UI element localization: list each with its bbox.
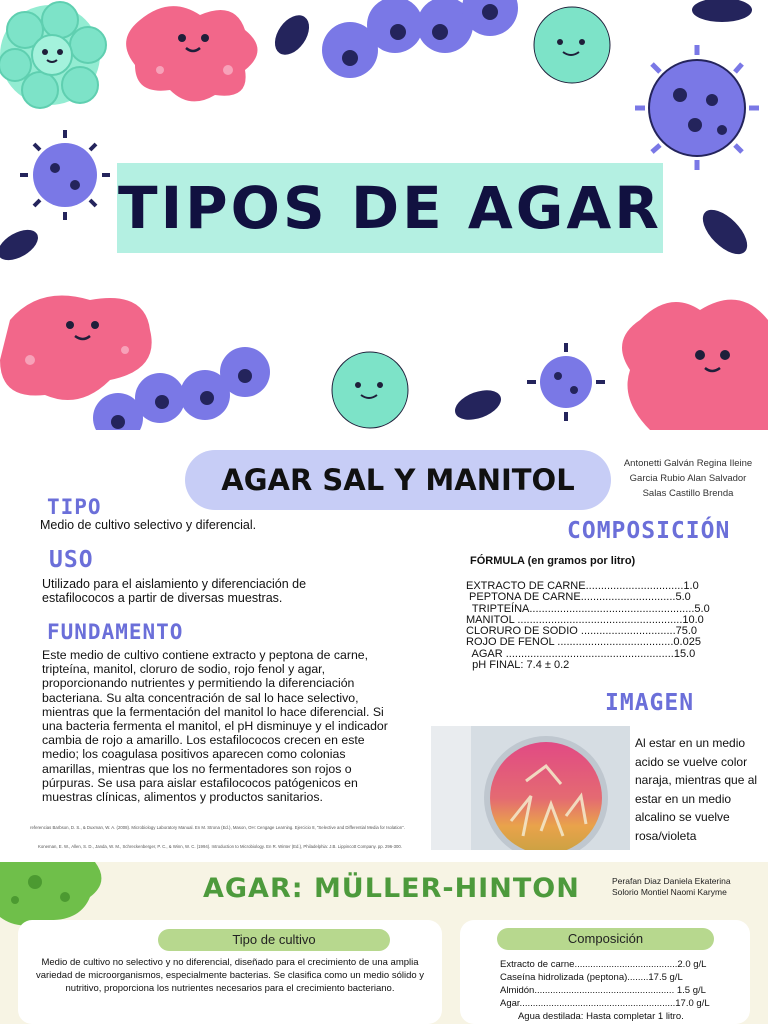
fundamento-heading: FUNDAMENTO: [47, 620, 184, 644]
composicion-heading: COMPOSICIÓN: [567, 518, 731, 544]
author-name: Garcia Rubio Alan Salvador: [629, 473, 747, 484]
uso-heading: USO: [49, 547, 94, 573]
formula-line: AGAR .......................................................15.0: [466, 647, 696, 660]
tipo-cultivo-label: Tipo de cultivo: [158, 929, 390, 951]
composicion-line: Caseína hidrolizada (peptona)........17.5 g/L: [500, 972, 683, 983]
formula-line: TRIPTEÍNA......................................................5.0: [466, 602, 710, 615]
reference-2: Koneman, E. W., Allen, S. D., Janda, W. M., Schreckenberger, P. C., & Winn, W. C. (1994). Introduction to Microbiology. En R. Winter (Ed.), Philadelphia: J.B. Lippincott Company. pp. 296-300.: [38, 844, 402, 849]
muller-title: AGAR: MÜLLER-HINTON: [203, 873, 580, 904]
tipo-heading: TIPO: [47, 495, 102, 519]
composicion-list: [500, 958, 745, 1023]
teal-spiky-microbe-icon: [534, 7, 610, 83]
author-name: Antonetti Galván Regina Ileine: [623, 458, 753, 469]
uso-text: Utilizado para el aislamiento y diferenciación de estafilococos a partir de diversas muestras.: [42, 577, 307, 606]
composicion-line: Almidón..................................................... 1.5 g/L: [500, 985, 706, 996]
navy-bacillus-icon: [268, 9, 316, 61]
author-name: Salas Castillo Brenda: [642, 488, 734, 499]
navy-bacillus-icon: [451, 385, 505, 426]
author-name: Solorio Montiel Naomi Karyme: [612, 887, 727, 897]
purple-virus-microbe-icon: [20, 130, 110, 220]
formula-line: MANITOL ......................................................10.0: [466, 613, 704, 626]
formula-line: CLORURO DE SODIO ...............................75.0: [466, 625, 698, 638]
page-title: TIPOS DE AGAR: [118, 174, 662, 242]
teal-cluster-microbe-icon: [0, 2, 106, 108]
navy-bacillus-icon: [0, 224, 43, 267]
agar-sal-title-pill: [185, 450, 611, 510]
navy-bacillus-icon: [692, 0, 752, 22]
navy-bacillus-icon: [695, 202, 754, 261]
formula-line: pH FINAL: 7.4 ± 0.2: [466, 659, 570, 672]
agar-sal-title: AGAR SAL Y MANITOL: [221, 463, 575, 497]
imagen-heading: IMAGEN: [605, 690, 695, 716]
tipo-cultivo-text: Medio de cultivo no selectivo y no diferencial, diseñado para el crecimiento de una amplia variedad de microorganismos, especialmente bacterias. Se clasifica como un medio sólido y nutritivo, proporciona los nutrientes necesarios para el crecimiento bacteriano.: [35, 957, 425, 994]
tipo-cultivo-card: [18, 920, 442, 1024]
purple-virus-microbe-icon: [527, 343, 605, 421]
formula-line: ROJO DE FENOL ......................................0.025: [466, 636, 701, 649]
petri-dish-photo: [431, 726, 630, 850]
formula-heading: FÓRMULA (en gramos por litro): [470, 555, 636, 567]
formula-line: PEPTONA DE CARNE...............................5.0: [466, 591, 691, 604]
composicion-line: Agar...........................................................17.0 g/L: [500, 998, 710, 1009]
imagen-text: Al estar en un medio acido se vuelve color naraja, mientras que al estar en un medio alcalino se vuelve rosa/violeta: [635, 736, 758, 843]
formula-list: [466, 581, 736, 671]
title-banner: [117, 163, 663, 253]
composicion-label: Composición: [497, 928, 714, 950]
agar-sal-authors: [612, 456, 764, 501]
pink-amoeba-microbe-icon: [0, 296, 152, 401]
muller-authors: [612, 876, 731, 898]
formula-line: EXTRACTO DE CARNE................................1.0: [466, 581, 699, 592]
composicion-line: Extracto de carne.......................................2.0 g/L: [500, 959, 707, 970]
composicion-line: Agua destilada: Hasta completar 1 litro.: [500, 1011, 684, 1022]
author-name: Perafan Diaz Daniela Ekaterina: [612, 876, 731, 886]
purple-chain-microbe-icon: [322, 0, 518, 78]
purple-virus-microbe-icon: [635, 45, 759, 170]
header-illustration: [0, 0, 768, 430]
pink-amoeba-microbe-icon: [622, 300, 768, 430]
reference-1: referencias Barbson, D. S., & Duxman, W. A. (2008). Microbiology Laboratory Manual. En M. Strona (Ed.), Mason, OH: Cengage Learning. Ejercicio 8, "Selective and Differential Media for Isolation".: [30, 825, 405, 830]
tipo-text: Medio de cultivo selectivo y diferencial.: [40, 518, 257, 532]
teal-spiky-microbe-icon: [332, 352, 408, 428]
composicion-card: [460, 920, 750, 1024]
pink-amoeba-microbe-icon: [126, 6, 257, 101]
fundamento-text: Este medio de cultivo contiene extracto y peptona de carne, tripteína, manitol, cloruro de sodio, rojo fenol y agar, proporcionando nutrientes y permitiendo la diferenciación bacteriana. Su alta concentración de sal lo hace selectivo, mientras que la fermentación del manitol lo hace diferencial. Si una bacteria fermenta el manitol, el pH disminuye y el indicador cambia de rojo a amarillo. Los estafilococos crecen en este medio; los coagulasa positivos aparecen como colonias amarillas, mientras que los no fermentadores son rojos o púrpuras. Se usa para aislar estafilococos patógenicos en muestras clínicas, alimentos y productos sanitarios.: [42, 648, 388, 805]
